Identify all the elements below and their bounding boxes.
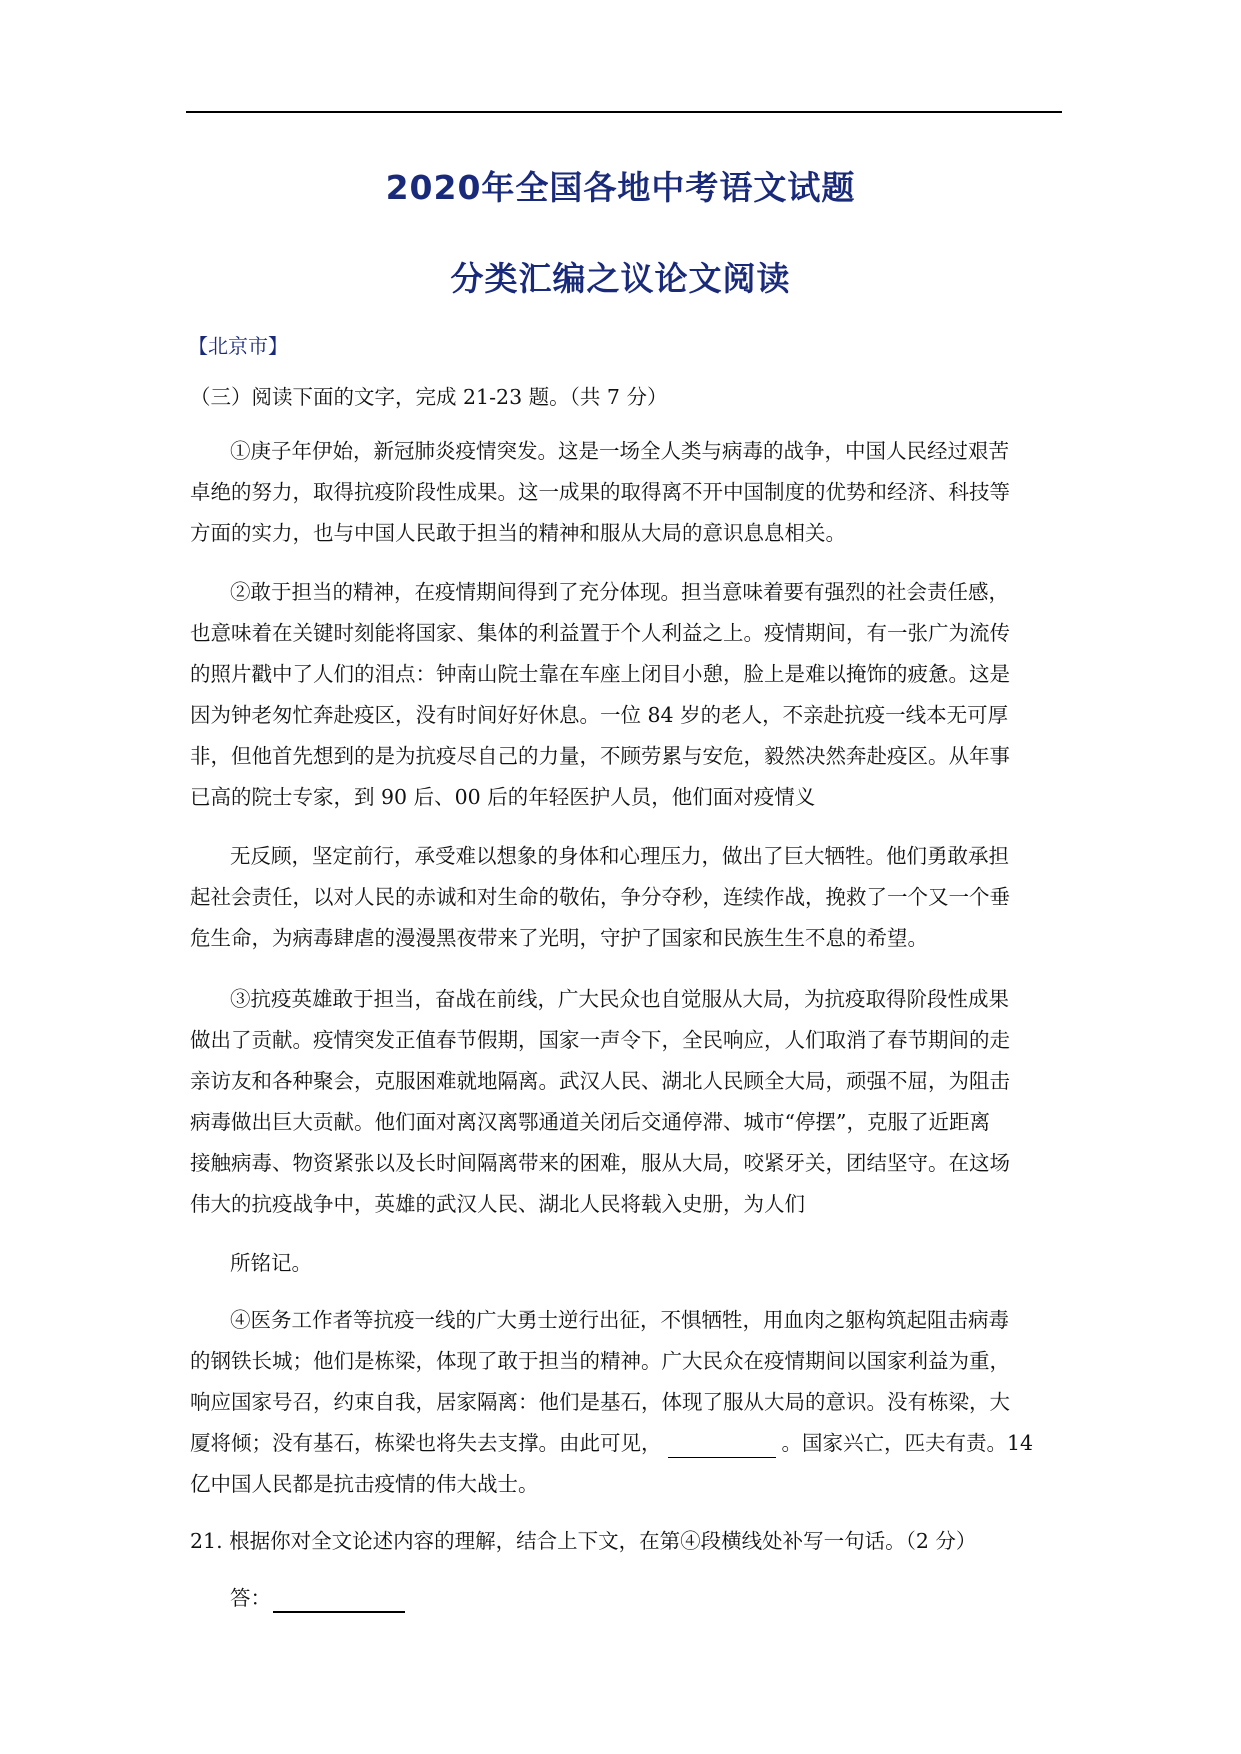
answer-blank[interactable] <box>273 1589 405 1613</box>
paragraph-4-line: 亿中国人民都是抗击疫情的伟大战士。 <box>190 1472 539 1496</box>
region-label: 【北京市】 <box>188 334 288 358</box>
paragraph-2b-line: 危生命，为病毒肆虐的漫漫黑夜带来了光明，守护了国家和民族生生不息的希望。 <box>190 926 928 950</box>
document-title: 2020年全国各地中考语文试题 <box>385 168 856 207</box>
paragraph-4-line: ④医务工作者等抗疫一线的广大勇士逆行出征，不惧牺牲，用血肉之躯构筑起阻击病毒 <box>230 1308 1009 1332</box>
paragraph-3-line: 伟大的抗疫战争中，英雄的武汉人民、湖北人民将载入史册，为人们 <box>190 1192 805 1216</box>
paragraph-4-text-before-blank: 厦将倾；没有基石，栋梁也将失去支撑。由此可见， <box>190 1431 662 1455</box>
paragraph-4-line: 响应国家号召，约束自我，居家隔离：他们是基石，体现了服从大局的意识。没有栋梁，大 <box>190 1390 1010 1414</box>
paragraph-4-line-with-blank <box>190 1428 1033 1458</box>
paragraph-2-line: 非，但他首先想到的是为抗疫尽自己的力量，不顾劳累与安危，毅然决然奔赴疫区。从年事 <box>190 744 1010 768</box>
paragraph-2-line: ②敢于担当的精神，在疫情期间得到了充分体现。担当意味着要有强烈的社会责任感， <box>230 580 1009 604</box>
section-intro: （三）阅读下面的文字，完成 21-23 题。（共 7 分） <box>190 385 668 409</box>
paragraph-3-line: 亲访友和各种聚会，克服困难就地隔离。武汉人民、湖北人民顾全大局，顽强不屈，为阻击 <box>190 1069 1010 1093</box>
paragraph-2-line: 因为钟老匆忙奔赴疫区，没有时间好好休息。一位 84 岁的老人，不亲赴抗疫一线本无可厚 <box>190 703 1009 727</box>
header-rule <box>186 111 1062 113</box>
paragraph-1-line: ①庚子年伊始，新冠肺炎疫情突发。这是一场全人类与病毒的战争，中国人民经过艰苦 <box>230 439 1009 463</box>
paragraph-2-line: 已高的院士专家，到 90 后、00 后的年轻医护人员，他们面对疫情义 <box>190 785 816 809</box>
paragraph-3-line: ③抗疫英雄敢于担当，奋战在前线，广大民众也自觉服从大局，为抗疫取得阶段性成果 <box>230 987 1009 1011</box>
paragraph-1-line: 方面的实力，也与中国人民敢于担当的精神和服从大局的意识息息相关。 <box>190 521 846 545</box>
paragraph-3b-line: 所铭记。 <box>230 1251 312 1275</box>
answer-row <box>230 1583 405 1613</box>
paragraph-3-line: 做出了贡献。疫情突发正值春节假期，国家一声令下，全民响应，人们取消了春节期间的走 <box>190 1028 1010 1052</box>
answer-label: 答： <box>230 1586 271 1610</box>
paragraph-2b-line: 起社会责任，以对人民的赤诚和对生命的敬佑，争分夺秒，连续作战，挽救了一个又一个垂 <box>190 885 1010 909</box>
paragraph-2-line: 也意味着在关键时刻能将国家、集体的利益置于个人利益之上。疫情期间，有一张广为流传 <box>190 621 1010 645</box>
paragraph-3-line: 病毒做出巨大贡献。他们面对离汉离鄂通道关闭后交通停滞、城市“停摆”，克服了近距离 <box>190 1110 990 1134</box>
paragraph-4-text-after-blank: 。国家兴亡，匹夫有责。14 <box>781 1431 1034 1455</box>
paragraph-4-line: 的钢铁长城；他们是栋梁，体现了敢于担当的精神。广大民众在疫情期间以国家利益为重， <box>190 1349 1010 1373</box>
fill-in-blank[interactable] <box>668 1435 776 1458</box>
paragraph-3-line: 接触病毒、物资紧张以及长时间隔离带来的困难，服从大局，咬紧牙关，团结坚守。在这场 <box>190 1151 1010 1175</box>
question-21: 21. 根据你对全文论述内容的理解，结合上下文，在第④段横线处补写一句话。（2 分） <box>190 1529 977 1553</box>
paragraph-2b-line: 无反顾，坚定前行，承受难以想象的身体和心理压力，做出了巨大牺牲。他们勇敢承担 <box>230 844 1009 868</box>
document-subtitle: 分类汇编之议论文阅读 <box>450 259 791 298</box>
paragraph-1-line: 卓绝的努力，取得抗疫阶段性成果。这一成果的取得离不开中国制度的优势和经济、科技等 <box>190 480 1010 504</box>
paragraph-2-line: 的照片戳中了人们的泪点：钟南山院士靠在车座上闭目小憩，脸上是难以掩饰的疲惫。这是 <box>190 662 1010 686</box>
